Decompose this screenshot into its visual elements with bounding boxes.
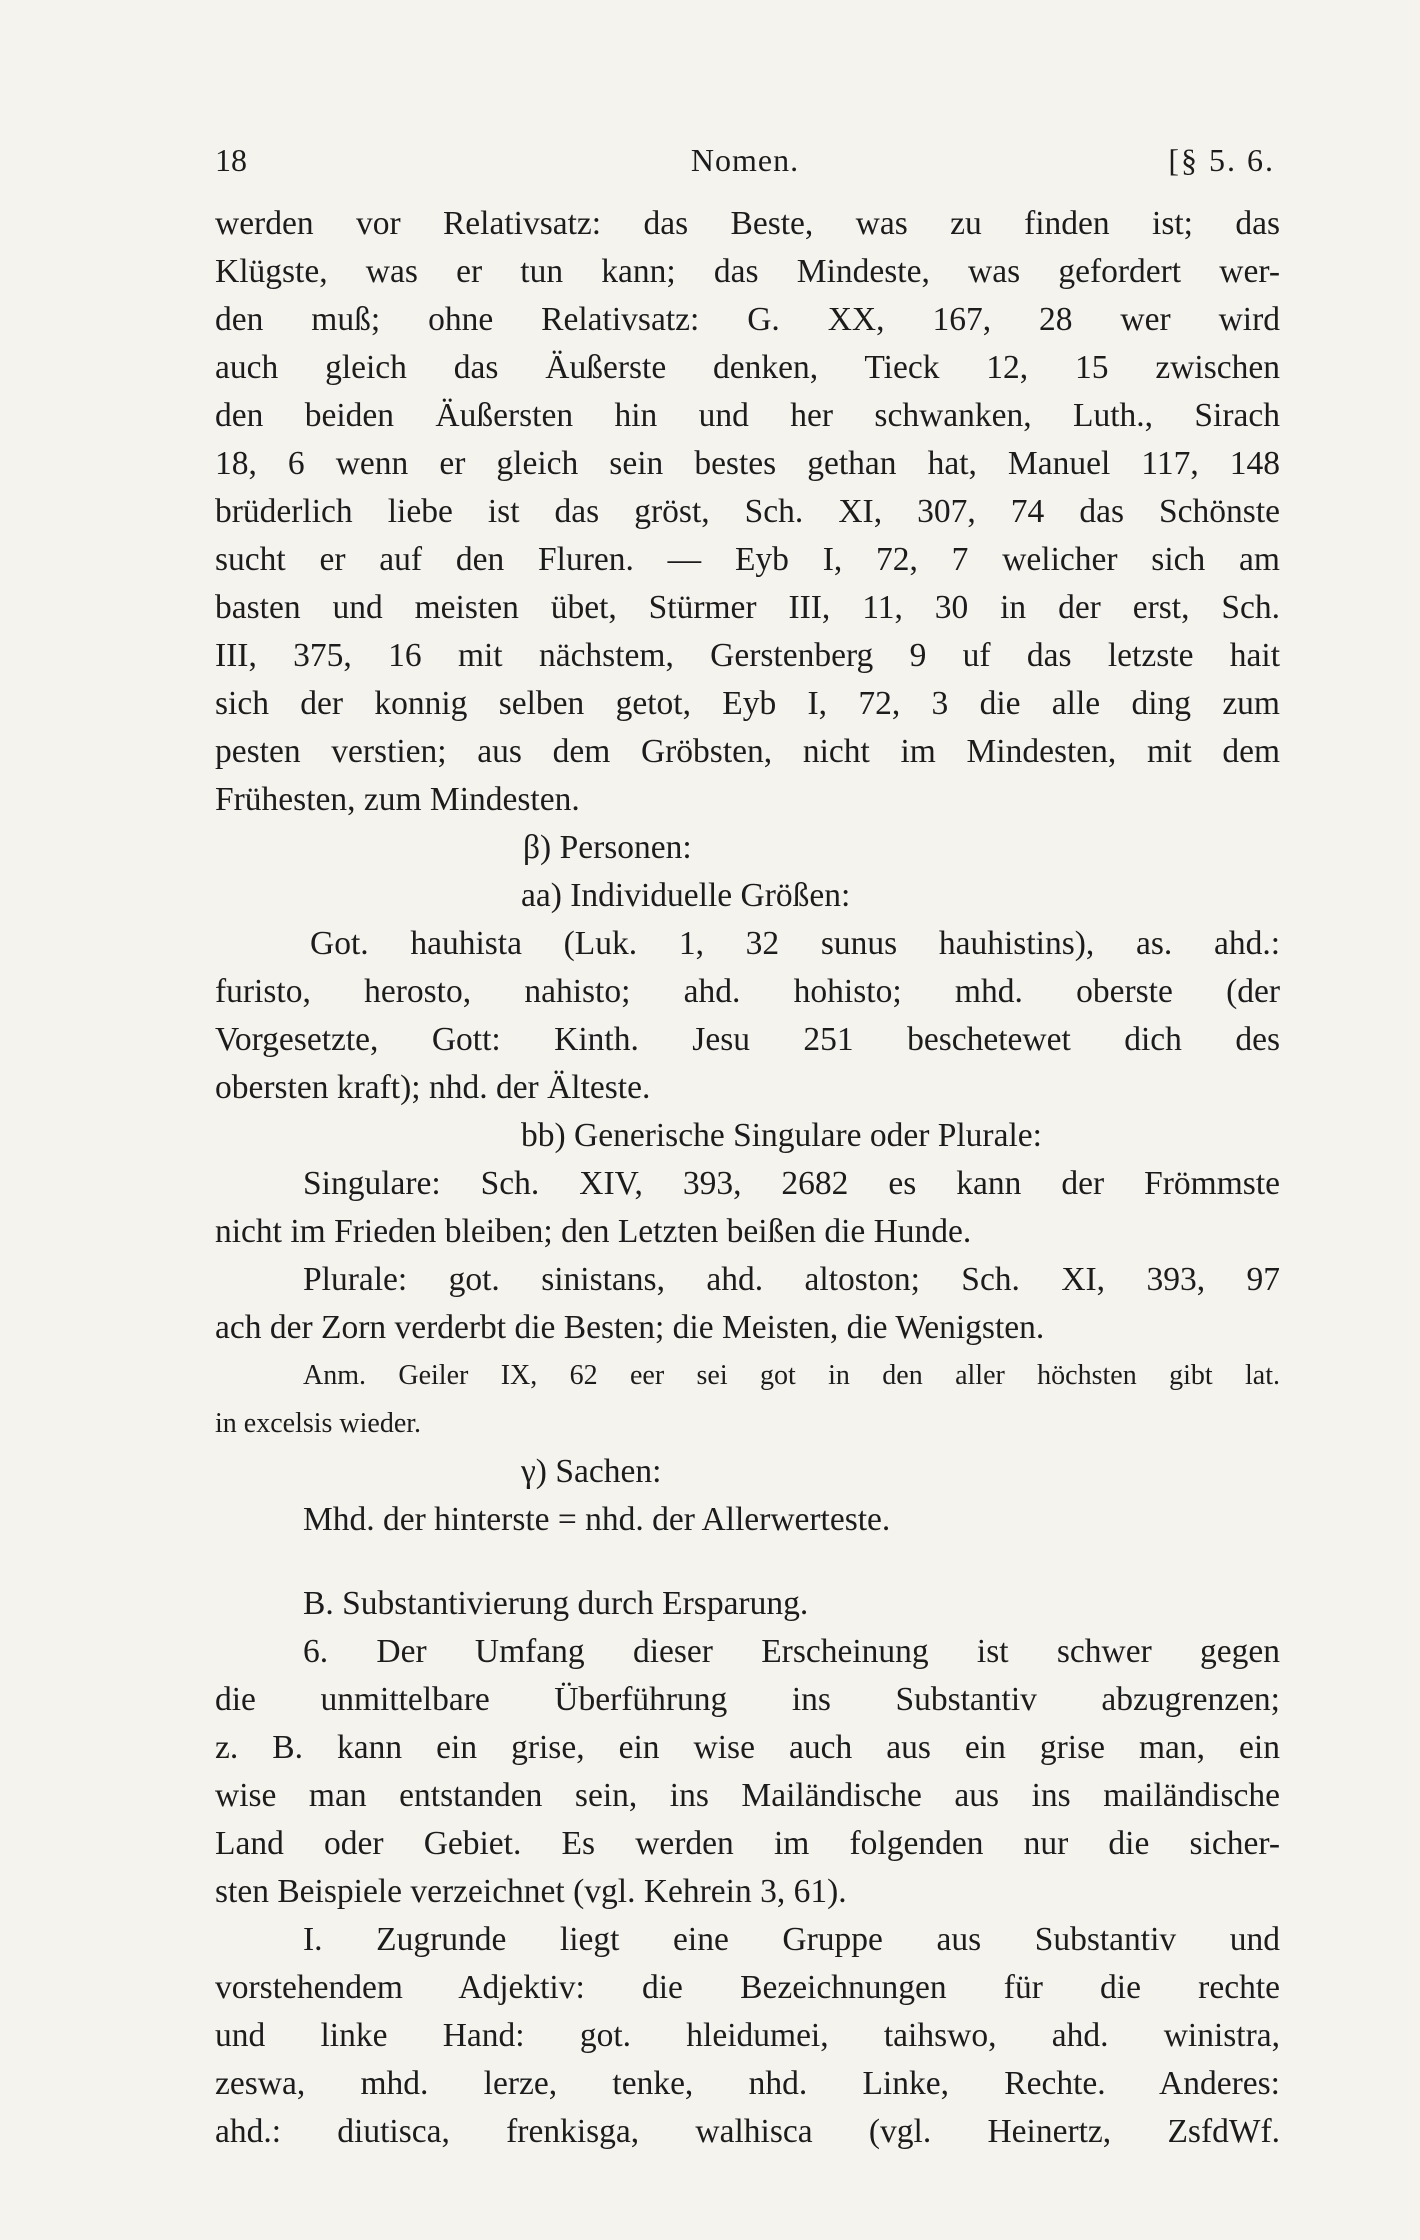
text-line: die unmittelbare Überführung ins Substantiv abzugrenzen;: [215, 1681, 1280, 1718]
text-line: nicht im Frieden bleiben; den Letzten beißen die Hunde.: [215, 1213, 972, 1250]
subheading-beta: β) Personen:: [523, 829, 692, 866]
text-line: 18, 6 wenn er gleich sein bestes gethan hat, Manuel 117, 148: [215, 445, 1280, 482]
text-line: obersten kraft); nhd. der Älteste.: [215, 1069, 651, 1106]
text-line: ach der Zorn verderbt die Besten; die Meisten, die Wenigsten.: [215, 1309, 1045, 1346]
text-line: Singulare: Sch. XIV, 393, 2682 es kann der Frömmste: [303, 1165, 1280, 1202]
subheading-bb: bb) Generische Singulare oder Plurale:: [521, 1117, 1042, 1154]
text-line: wise man entstanden sein, ins Mailändische aus ins mailändische: [215, 1777, 1280, 1814]
text-line: sten Beispiele verzeichnet (vgl. Kehrein 3, 61).: [215, 1873, 847, 1910]
text-line: sucht er auf den Fluren. — Eyb I, 72, 7 welicher sich am: [215, 541, 1280, 578]
paragraph-start-6: 6. Der Umfang dieser Erscheinung ist schwer gegen: [303, 1633, 1280, 1670]
text-line: III, 375, 16 mit nächstem, Gerstenberg 9 uf das letzste hait: [215, 637, 1280, 674]
text-line: und linke Hand: got. hleidumei, taihswo, ahd. winistra,: [215, 2017, 1280, 2054]
text-line: I. Zugrunde liegt eine Gruppe aus Substantiv und: [303, 1921, 1280, 1958]
subheading-gamma: γ) Sachen:: [521, 1453, 662, 1490]
page-number: 18: [215, 142, 247, 178]
text-line: z. B. kann ein grise, ein wise auch aus ein grise man, ein: [215, 1729, 1280, 1766]
text-line: den beiden Äußersten hin und her schwanken, Luth., Sirach: [215, 397, 1280, 434]
page-body: [215, 200, 1280, 2156]
text-line: ahd.: diutisca, frenkisga, walhisca (vgl. Heinertz, ZsfdWf.: [215, 2113, 1280, 2150]
text-line: Got. hauhista (Luk. 1, 32 sunus hauhistins), as. ahd.:: [310, 925, 1280, 962]
running-header: [215, 140, 1275, 180]
text-line: furisto, herosto, nahisto; ahd. hohisto; mhd. oberste (der: [215, 973, 1280, 1010]
text-line: werden vor Relativsatz: das Beste, was zu finden ist; das: [215, 205, 1280, 242]
note-line: in excelsis wieder.: [215, 1408, 422, 1439]
text-line: Klügste, was er tun kann; das Mindeste, was gefordert wer-: [215, 253, 1280, 290]
text-line: pesten verstien; aus dem Gröbsten, nicht im Mindesten, mit dem: [215, 733, 1280, 770]
text-line: zeswa, mhd. lerze, tenke, nhd. Linke, Rechte. Anderes:: [215, 2065, 1280, 2102]
note-line: Anm. Geiler IX, 62 eer sei got in den aller höchsten gibt lat.: [303, 1360, 1280, 1391]
text-line: Frühesten, zum Mindesten.: [215, 781, 580, 818]
text-line: Vorgesetzte, Gott: Kinth. Jesu 251 beschetewet dich des: [215, 1021, 1280, 1058]
section-heading-b: B. Substantivierung durch Ersparung.: [303, 1585, 809, 1622]
text-line: vorstehendem Adjektiv: die Bezeichnungen für die rechte: [215, 1969, 1280, 2006]
text-line: Plurale: got. sinistans, ahd. altoston; Sch. XI, 393, 97: [303, 1261, 1280, 1298]
section-reference: [§ 5. 6.: [1168, 142, 1275, 178]
text-line: den muß; ohne Relativsatz: G. XX, 167, 28 wer wird: [215, 301, 1280, 338]
running-title: Nomen.: [690, 142, 800, 178]
subheading-aa: aa) Individuelle Größen:: [521, 877, 851, 914]
text-line: brüderlich liebe ist das gröst, Sch. XI, 307, 74 das Schönste: [215, 493, 1280, 530]
text-line: auch gleich das Äußerste denken, Tieck 12, 15 zwischen: [215, 349, 1280, 386]
text-line: Mhd. der hinterste = nhd. der Allerwerteste.: [303, 1501, 891, 1538]
text-line: basten und meisten übet, Stürmer III, 11, 30 in der erst, Sch.: [215, 589, 1280, 626]
text-line: sich der konnig selben getot, Eyb I, 72, 3 die alle ding zum: [215, 685, 1280, 722]
spacer: [215, 1544, 1280, 1580]
text-line: Land oder Gebiet. Es werden im folgenden nur die sicher-: [215, 1825, 1280, 1862]
